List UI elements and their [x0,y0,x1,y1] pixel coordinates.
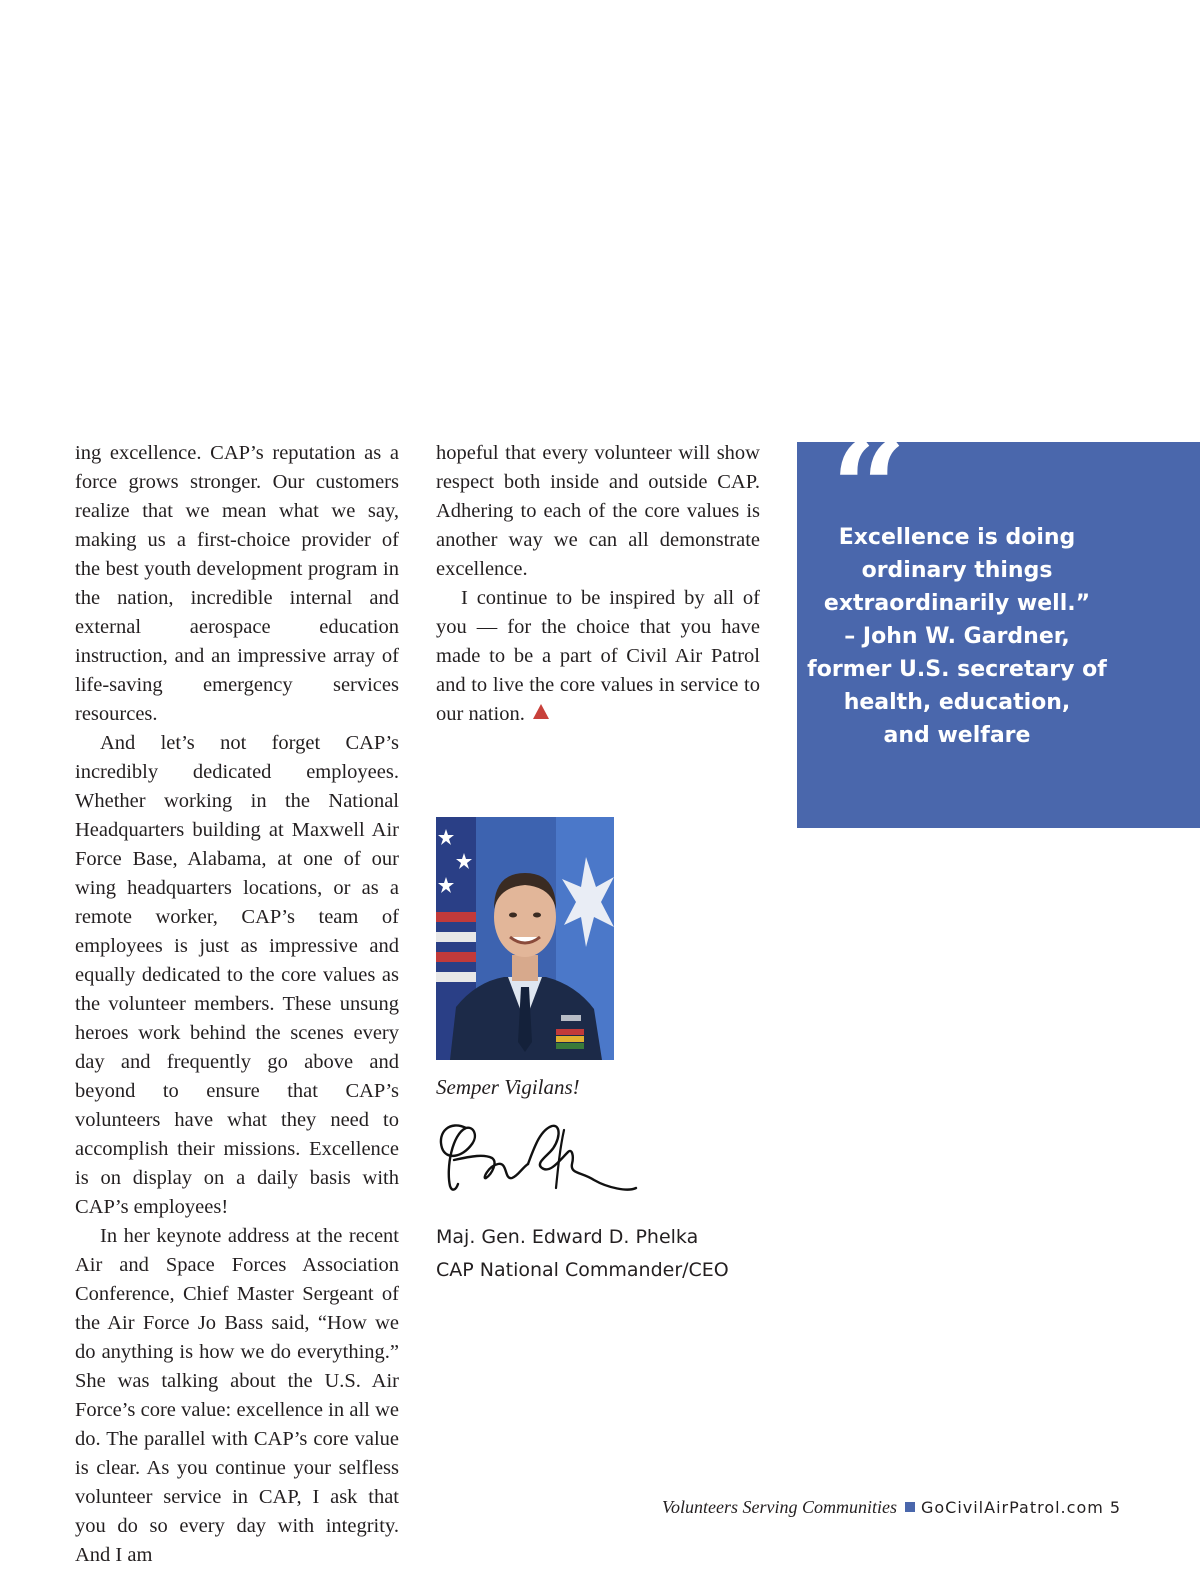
signer-name: Maj. Gen. Edward D. Phelka [436,1226,699,1248]
paragraph: hopeful that every volunteer will show respect both inside and outside CAP. Adhering to each of the core values is another way we can all demonstrate excellence. [436,442,760,580]
article-column-middle [436,439,760,729]
article-column-left [75,439,399,1570]
pull-quote-line: – John W. Gardner, [844,624,1070,649]
pull-quote-line: health, education, [843,690,1071,715]
footer-tagline: Volunteers Serving Communities [661,1497,897,1517]
pull-quote-line: Excellence is doing [838,525,1076,550]
pull-quote-box [797,412,1200,828]
pull-quote-line: former U.S. secretary of [807,657,1107,682]
paragraph: And let’s not forget CAP’s incredibly dedicated employees. Whether working in the National Headquarters building at Maxwell Air Force Base, Alabama, at one of our wing headquarters locations, or as a remote worker, CAP’s team of employees is just as impressive and equally dedicated to the core values as the volunteer members. These unsung heroes work behind the scenes every day and frequently go above and beyond to ensure that CAP’s volunteers have what they need to accomplish their missions. Excellence is on display on a daily basis with CAP’s employees! [75,732,399,1218]
commander-portrait-photo [436,817,614,1060]
signer-title: CAP National Commander/CEO [436,1259,729,1281]
paragraph: ing excellence. CAP’s reputation as a force grows stronger. Our customers realize that we mean what we say, making us a first-choice provider of the best youth development program in the nation, incredible internal and external aerospace education instruction, and an impressive array of life-saving emergency services resources. [75,442,399,725]
pull-quote-line: ordinary things [861,558,1053,583]
portrait-illustration [436,817,614,1060]
paragraph: In her keynote address at the recent Air and Space Forces Association Conference, Chief Master Sergeant of the Air Force Jo Bass said, “How we do anything is how we do everything.” She was talking about the U.S. Air Force’s core value: excellence in all we do. The parallel with CAP’s core value is clear. As you continue your selfless volunteer service in CAP, I ask that you do so every day with integrity. And I am [75,1225,399,1566]
page-footer [662,1494,1120,1521]
quotation-mark-icon: “ [831,412,907,567]
footer-website-link[interactable]: GoCivilAirPatrol.com [920,1498,1104,1517]
paragraph-final [436,584,760,729]
pull-quote-line: extraordinarily well.” [823,591,1091,616]
pull-quote-text [797,521,1117,752]
paragraph-text: I continue to be inspired by all of you — for the choice that you have made to be a part of Civil Air Patrol and to live the core values in service to our nation. [436,587,760,725]
page-number: 5 [1109,1498,1120,1517]
square-bullet-icon [905,1502,915,1512]
handwritten-signature [432,1108,642,1198]
signer-block [436,1221,729,1287]
closing-salutation: Semper Vigilans! [436,1075,580,1099]
pull-quote-line: and welfare [883,723,1031,748]
end-of-story-triangle-icon [533,704,549,719]
